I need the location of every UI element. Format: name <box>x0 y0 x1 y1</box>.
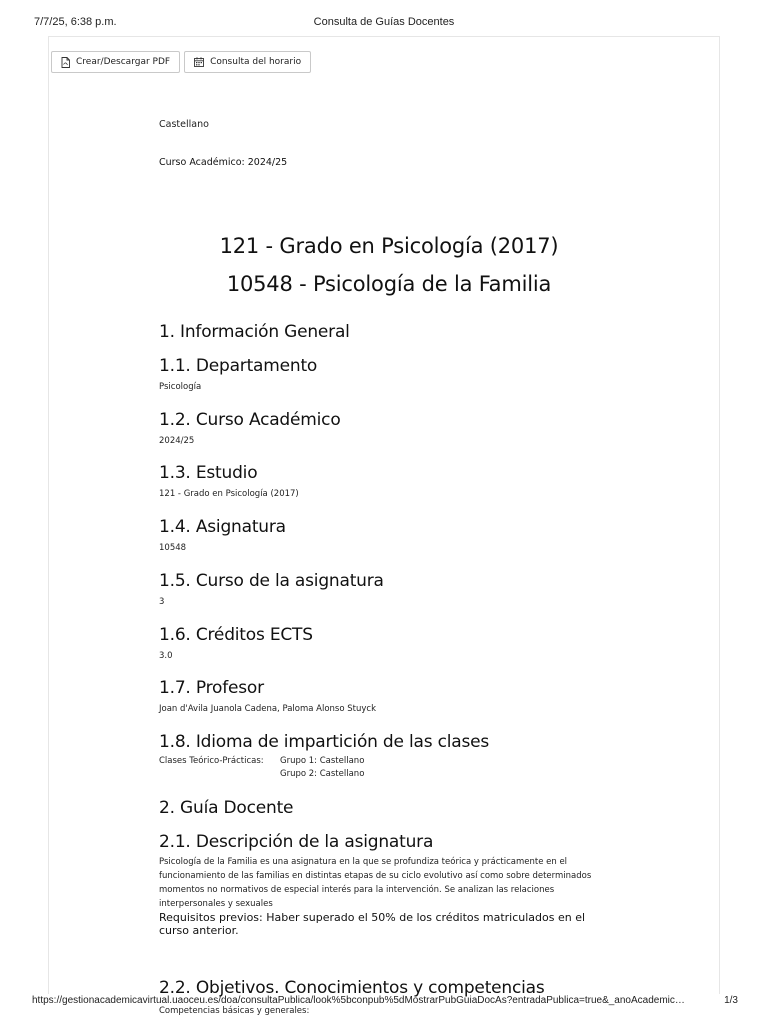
schedule-label: Consulta del horario <box>210 57 302 67</box>
section-1-1 <box>159 356 317 392</box>
idioma-row <box>159 768 489 781</box>
doc-meta <box>159 119 619 168</box>
section-1-3 <box>159 463 299 499</box>
section-value: 10548 <box>159 543 187 553</box>
section-heading: 1.5. Curso de la asignatura <box>159 571 384 591</box>
competencias-label: Competencias básicas y generales: <box>159 1006 310 1016</box>
section-heading: 1.4. Asignatura <box>159 517 286 537</box>
section-heading: 1.8. Idioma de impartición de las clases <box>159 732 490 752</box>
prerequisites: Requisitos previos: Haber superado el 50% de los créditos matriculados en el curso anterior. <box>159 911 586 937</box>
subject-title: 10548 - Psicología de la Familia <box>226 272 552 296</box>
idioma-group-2: Grupo 2: Castellano <box>280 769 365 779</box>
section-2 <box>159 798 293 818</box>
section-value: Psicología <box>159 382 202 392</box>
calendar-icon <box>194 57 204 67</box>
file-pdf-icon <box>61 57 70 68</box>
subject-description: Psicología de la Familia es una asignatura en la que se profundiza teórica y prácticamente en el funcionamiento de las familias en distintas etapas de su ciclo evolutivo así como sobre determinados momentos no normativos de especial interés para la intervención. Se analizan las relaciones interpersonales y sexuales <box>159 857 592 909</box>
section-value: 3 <box>159 597 165 607</box>
section-1-6 <box>159 625 313 661</box>
idioma-row <box>159 755 489 768</box>
section-heading: 1. Información General <box>159 322 350 342</box>
idioma-table <box>159 755 489 781</box>
idioma-label: Clases Teórico-Prácticas: <box>159 756 264 766</box>
section-1-4 <box>159 517 286 553</box>
toolbar <box>51 51 311 73</box>
section-1-7 <box>159 678 376 714</box>
schedule-button[interactable] <box>184 51 311 73</box>
study-title: 121 - Grado en Psicología (2017) <box>219 234 559 258</box>
section-1-5 <box>159 571 384 607</box>
create-pdf-label: Crear/Descargar PDF <box>76 57 171 67</box>
page-number: 1/3 <box>724 995 738 1006</box>
section-1-8 <box>159 732 489 781</box>
curso-academico-line: Curso Académico: 2024/25 <box>159 157 288 168</box>
section-heading: 1.3. Estudio <box>159 463 258 483</box>
section-value: 121 - Grado en Psicología (2017) <box>159 489 299 499</box>
idioma-group-1: Grupo 1: Castellano <box>280 756 365 766</box>
section-heading: 1.1. Departamento <box>159 356 318 376</box>
create-pdf-button[interactable] <box>51 51 180 73</box>
section-heading: 2. Guía Docente <box>159 798 294 818</box>
section-heading: 2.1. Descripción de la asignatura <box>159 832 434 852</box>
section-value: 3.0 <box>159 651 173 661</box>
section-heading: 1.2. Curso Académico <box>159 410 341 430</box>
section-2-1 <box>159 832 614 937</box>
print-header <box>0 12 768 32</box>
section-value: 2024/25 <box>159 436 195 446</box>
doc-titles <box>159 227 619 303</box>
section-1 <box>159 322 350 342</box>
print-title: Consulta de Guías Docentes <box>313 16 455 28</box>
print-datetime: 7/7/25, 6:38 p.m. <box>34 16 117 28</box>
section-value: Joan d'Avila Juanola Cadena, Paloma Alonso Stuyck <box>159 704 376 714</box>
section-heading: 1.7. Profesor <box>159 678 264 698</box>
page-url: https://gestionacademicavirtual.uaoceu.es/doa/consultaPublica/look%5bconpub%5dMostrarPubGuiaDocAs?entradaPublica=true&_anoAcademic… <box>32 995 685 1006</box>
section-1-2 <box>159 410 341 446</box>
print-footer <box>0 992 768 1012</box>
language-label: Castellano <box>159 119 209 130</box>
section-heading: 2.2. Objetivos. Conocimientos y competencias <box>159 978 545 998</box>
section-heading: 1.6. Créditos ECTS <box>159 625 313 645</box>
